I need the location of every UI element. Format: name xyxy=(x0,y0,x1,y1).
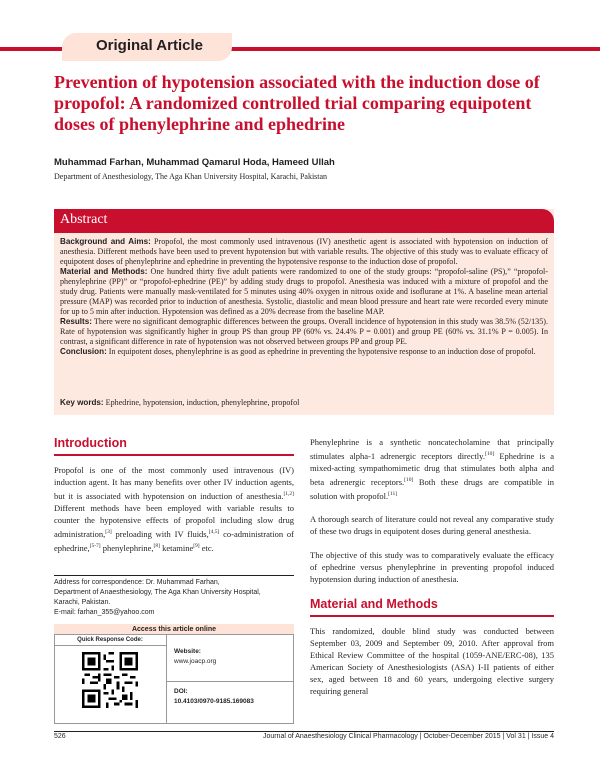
right-column xyxy=(310,436,554,709)
left-column xyxy=(54,436,294,565)
methods-text: This randomized, double blind study was conducted between September 03, 2009 and September 09, 2010. After approval from Ethical Review Committee of the hospital (1059-ANE/ERC-08), 135 American Society of Anesthesiologists (ASA) I-II patients of either sex, aged between 18 and 60 years, undergoing elective surgery requiring general xyxy=(310,626,554,697)
right-column-text: Phenylephrine is a synthetic noncatecholamine that principally stimulates alpha-1 adrenergic receptors directly.[10] Ephedrine is a mixed-acting sympathomimetic drug that stimulates both alpha and beta adrenergic receptors.[10] Both these drugs are compatible in solution with propofol.[11] A thorough search of literature could not reveal any comparative study of these two drugs in equipotent doses during general anesthesia. The objective of this study was to comparatively evaluate the efficacy of ephedrine versus phenylephrine in preventing propofol induced hypotension during induction of anesthesia. xyxy=(310,437,554,585)
affiliation: Department of Anesthesiology, The Aga Khan University Hospital, Karachi, Pakistan xyxy=(54,172,328,181)
access-online-heading: Access this article online xyxy=(54,624,294,635)
page-number: 526 xyxy=(54,733,66,740)
keywords: Key words: Ephedrine, hypotension, induction, phenylephrine, propofol xyxy=(60,398,300,407)
qr-label: Quick Response Code: xyxy=(54,636,166,646)
website-link[interactable]: www.joacp.org xyxy=(174,658,217,665)
methods-heading: Material and Methods xyxy=(310,597,554,617)
abstract-heading: Abstract xyxy=(60,212,108,227)
website-label: Website: xyxy=(174,648,201,655)
introduction-text: Propofol is one of the most commonly used intravenous (IV) induction agent. It has many benefits over other IV induction agents, but it is associated with hypotension on induction of anesthesia.[1,2] Different methods have been employed with variable results to counter the hypotensive effects of propofol including slow drug administration,[3] preloading with IV fluids,[4,5] co-administration of ephedrine,[5-7] phenylephrine,[8] ketamine[9] etc. xyxy=(54,465,294,553)
doi-link[interactable]: 10.4103/0970-9185.169083 xyxy=(174,698,254,705)
abstract-header-bar xyxy=(54,209,554,233)
abstract-background: Background and Aims: Propofol, the most commonly used intravenous (IV) anesthetic agent is associated with hypotension on induction of anesthesia. Different methods have been used to prevent hypotension but with variable results. The objective of this study was to evaluate efficacy of equipotent doses of phenylephrine and ephedrine in preventing the hypotensive response to the induction dose of propofol. xyxy=(60,237,549,266)
abstract-methods: Material and Methods: One hundred thirty five adult patients were randomized to one of the study groups: “propofol-saline (PS),” “propofol-phenylephrine (PP)” or “propofol-ephedrine (PE)” by adding study drugs to propofol. Anesthesia was induced with a mixture of propofol and the study drug. Patients were manually mask-ventilated for 5 minutes using 40% oxygen in nitrous oxide and isoflurane at 1%. A baseline mean arterial pressure (MAP) was recorded prior to induction of anesthesia. Systolic, diastolic and mean blood pressure and heart rate were recorded every minute for up to 5 min after induction. Hypotension was defined as a 20% decrease from the baseline MAP. xyxy=(60,267,548,316)
abstract-results: Results: There were no significant demographic differences between the groups. Overall incidence of hypotension in this study was 38.5% (52/135). Rate of hypotension was significantly higher in group PS than group PP (60% vs. 24.4% P = 0.001) and group PE (60% vs. 31.1% P = 0.005). In contrast, a significant difference in rate of hypotension was not observed between groups PP and group PE. xyxy=(60,317,548,346)
authors: Muhammad Farhan, Muhammad Qamarul Hoda, Hameed Ullah xyxy=(54,157,335,168)
correspondence-block: Address for correspondence: Dr. Muhammad Farhan, Department of Anaesthesiology, The Aga Khan University Hospital, Karachi, Pakistan. E-mail: farhan_355@yahoo.com xyxy=(54,575,294,618)
article-title: Prevention of hypotension associated with the induction dose of propofol: A randomized controlled trial comparing equipotent doses of phenylephrine and ephedrine xyxy=(54,72,540,134)
introduction-heading: Introduction xyxy=(54,436,294,456)
abstract-body xyxy=(60,237,548,357)
qr-code-icon[interactable] xyxy=(82,652,138,708)
article-type-label: Original Article xyxy=(96,37,203,54)
abstract-conclusion: Conclusion: In equipotent doses, phenylephrine is as good as ephedrine in preventing the hypotensive response to an induction dose of propofol. xyxy=(60,347,536,356)
doi-label: DOI: xyxy=(174,688,188,695)
journal-footer: Journal of Anaesthesiology Clinical Pharmacology | October-December 2015 | Vol 31 | Issue 4 xyxy=(262,733,554,740)
